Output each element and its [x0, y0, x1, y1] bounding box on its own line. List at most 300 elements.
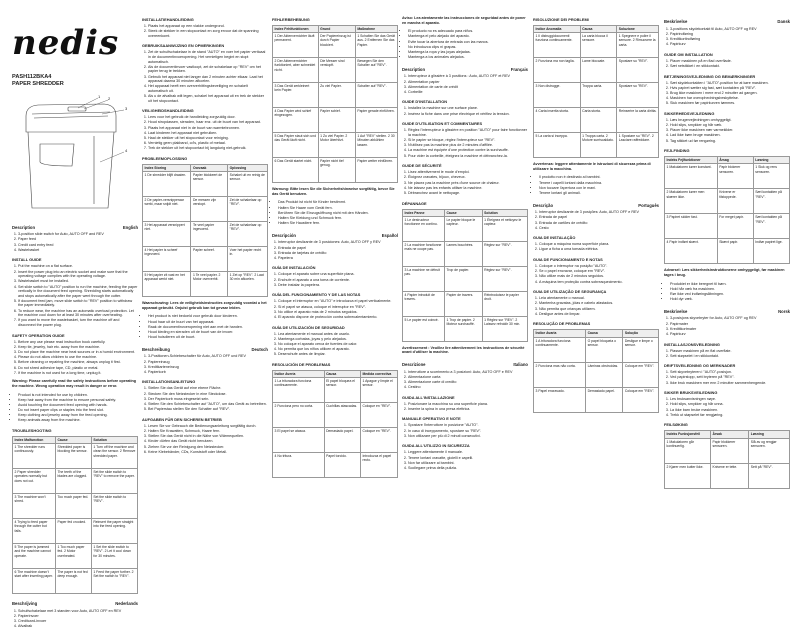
list-item: 5. Before cleaning or repairing the machine, always unplug it first.	[18, 360, 138, 365]
list-item: 1. Lesen Sie vor Gebrauch die Bedienungsanleitung sorgfältig durch.	[148, 424, 268, 429]
table-cell: 4 No tritura.	[273, 453, 325, 478]
table-cell: Te veel papier ingevoerd.	[191, 222, 228, 247]
list-item: 4. El aparato dispone de protección contra sobrecalentamiento.	[278, 315, 398, 320]
table-cell: 2 Funziona ma non taglia.	[534, 58, 581, 83]
table-cell: 5 La carta si inceppa.	[534, 133, 581, 158]
list-item: 2. Als de documentinvoer vastloopt, zet de schakelaar op "REV" om het papier terug te trekken.	[148, 65, 268, 74]
table-row	[534, 58, 659, 83]
column-header: Index Panne	[403, 209, 445, 216]
table-cell: Schakel uit en reinig de sensor.	[228, 172, 268, 197]
list-item: • Keep animals away from the machine.	[18, 418, 138, 423]
warning-text: Avertissement : Veuillez lire attentivement les instructions de sécurité avant d'utiliser la machine.	[402, 345, 525, 355]
table-cell: Bewegen Sie den Schalter auf "REV".	[355, 58, 397, 83]
section-heading: GUIDE D'UTILISATION ET COMMENTAIRES	[402, 121, 483, 127]
column-header: Solução	[623, 330, 659, 337]
table-cell: Skævt papir.	[717, 239, 753, 264]
list-item: 3. Der Papierkorb muss eingesetzt sein.	[148, 397, 268, 402]
table-row	[534, 337, 659, 362]
numbered-list	[402, 74, 528, 94]
list-item: 4. Corbeille	[408, 90, 528, 95]
section-heading: GUIA DE UTILIZAÇÃO DE SEGURANÇA	[533, 289, 607, 295]
column-header: Solution	[482, 209, 527, 216]
table-cell: 1 Schalten Sie das Gerät aus. 2 Entfernen Sie das Papier.	[355, 33, 397, 58]
table-row	[403, 316, 528, 341]
table-cell: Demasiado papel.	[586, 387, 623, 412]
numbered-list	[664, 316, 790, 336]
list-item: 1. Placer maskinen på en flad overflade.	[670, 59, 790, 64]
table-cell: 3 Het apparaat versnippert niet.	[143, 222, 191, 247]
table-cell: 3 Papel encravado.	[534, 387, 586, 412]
table-row	[13, 444, 138, 469]
language-label: Italiano	[513, 361, 528, 367]
table-cell: 3 The machine won't shred.	[13, 494, 56, 519]
numbered-list	[664, 397, 790, 417]
list-item: • Mantenga la ropa y las joyas alejadas.	[408, 50, 528, 55]
language-label: Nederlands	[115, 601, 138, 607]
list-item: 5. Sluk maskinen før papirkurven tømmes.	[670, 101, 790, 106]
list-item: • Houd haar uit de buurt van het apparaat.	[148, 320, 268, 325]
table-cell: 1 The shredder runs continuously.	[13, 444, 56, 469]
table-header-row	[403, 209, 528, 216]
bullet-list	[272, 200, 398, 225]
numbered-list	[142, 50, 268, 103]
column-header: Causa	[586, 330, 623, 337]
list-item: 4. Scollegare prima della pulizia.	[408, 466, 528, 471]
table-row	[665, 438, 790, 463]
list-item: 4. Papelera	[278, 256, 398, 261]
column-header: Causa	[324, 370, 360, 377]
table-row	[143, 247, 268, 272]
list-item: 3. Ikke bruk maskinen mer enn 2 minutter sammenhengende.	[670, 381, 790, 386]
callout-2: 2	[108, 96, 111, 101]
table-cell: The paper is not fed deep enough.	[55, 569, 91, 594]
table-cell: 4 Trying to feed paper through the cutter but fails.	[13, 519, 56, 544]
table-cell: 1 Trop de papier. 2 Moteur surchauffé.	[444, 316, 482, 341]
column-header: Oplossing	[228, 165, 268, 172]
column-header: Solution	[91, 437, 137, 444]
numbered-list	[142, 386, 268, 411]
list-item: • Hold dyr væk.	[670, 297, 790, 302]
list-item: 1. Lea atentamente el manual antes de usarlo.	[278, 332, 398, 337]
table-cell: Coloque en "REV".	[360, 428, 397, 453]
list-item: 1. Zet de schuifschakelaar in de stand "AUTO" en voer het papier verticaal in de documentinvoeropening. Het vernietigen begint en stopt automatisch.	[148, 50, 268, 64]
language-heading	[12, 602, 138, 607]
section-heading: GUIDE DE SÉCURITÉ	[402, 163, 442, 169]
callout-1: 1	[98, 94, 101, 99]
table-cell: Spostare su "REV".	[617, 58, 659, 83]
table-row	[273, 428, 398, 453]
table-cell: 4 Das Papier wird schief eingezogen.	[273, 108, 319, 133]
column-header: Index Fehlfunktionen	[273, 26, 319, 33]
list-item: 4. Maskinen har overophedningsbeskyttelse.	[670, 96, 790, 101]
language-label: Français	[510, 66, 528, 72]
table-row	[534, 83, 659, 108]
column-header: Index Malfunction	[13, 437, 56, 444]
numbered-list	[12, 340, 138, 376]
list-item: 2. Ligue a ficha a uma tomada elétrica.	[539, 247, 659, 252]
table-cell: Die Messer sind verstopft.	[318, 58, 355, 83]
column-header: Índice Avaria	[534, 330, 586, 337]
list-item: 1. Before any use please read instruction book carefully.	[18, 340, 138, 345]
list-item: 5. Débranchez avant le nettoyage.	[408, 191, 528, 196]
list-item: 3. La ikke barn bruke maskinen.	[670, 408, 790, 413]
column-header: Grund	[318, 26, 355, 33]
list-item: 4. Set slide switch to "AUTO" position to run the machine, feeding the paper vertically in the document feed opening. Shredding starts automatically and stops automatically after the paper went through the cutter.	[18, 285, 138, 299]
list-item: 3. No coloque el aparato cerca de fuentes de calor.	[278, 342, 398, 347]
table-cell: Knivene er tilstoppede.	[717, 189, 753, 214]
table-row	[534, 387, 659, 412]
numbered-list	[142, 354, 268, 374]
list-item: 2. Papierinvoer	[18, 614, 138, 619]
table-row	[273, 58, 398, 83]
numbered-list	[402, 170, 528, 195]
column-4	[402, 12, 528, 471]
table-cell: Voer het papier recht in.	[228, 247, 268, 272]
table-header-row	[534, 26, 659, 33]
list-item: 2. Paper feed	[18, 237, 138, 242]
list-item: 2. Halten Sie Krawatten, Schmuck, Haare fern.	[148, 429, 268, 434]
language-label: Português	[638, 202, 659, 208]
column-3	[272, 12, 398, 482]
list-item: 7. If the machine is not used for a long time, unplug it.	[18, 371, 138, 376]
table-cell: Spostare su "REV".	[617, 83, 659, 108]
table-row	[13, 494, 138, 519]
table-cell: 1 A trituradora funciona continuamente.	[534, 337, 586, 362]
list-item: • Keep hair away from the machine to ensure personal safety.	[18, 398, 138, 403]
list-item: • Keep clothing and jewelry away from the feed opening.	[18, 413, 138, 418]
list-item: 4. A máquina tem proteção contra sobreaquecimento.	[539, 280, 659, 285]
warning-text: Advarsel: Læs sikkerhedsinstruktionerne omhyggeligt, før maskinen tages i brug.	[664, 268, 785, 278]
list-item: 2. Houd stropdassen, sieraden, haar enz. uit de buurt van het apparaat.	[148, 120, 268, 125]
list-item: 3. Do not place the machine near heat sources or in a humid environment.	[18, 350, 138, 355]
table-cell: Reinserire la carta diritta.	[617, 108, 659, 133]
list-item: • Non toccare l'apertura con le mani.	[539, 186, 659, 191]
list-item: 1. Leggere attentamente il manuale.	[408, 450, 528, 455]
section-heading: RISOLUZIONE DEI PROBLEMI	[533, 17, 589, 22]
column-header: Causa	[580, 26, 617, 33]
list-item: 7. If you want to move the wastebasket, turn the machine off and disconnect the power plug.	[18, 318, 138, 327]
language-label: English	[122, 224, 138, 230]
troubleshooting-table	[533, 25, 659, 158]
table-cell: 1 Réglez sur "REV". 2 Laissez refroidir 30 min.	[482, 316, 527, 341]
column-content	[142, 17, 268, 454]
list-item: 2. Insérez la fiche dans une prise électrique et vérifiez la tension.	[408, 112, 528, 117]
table-cell: Lame bloccate.	[580, 58, 617, 83]
table-cell: Desligue e limpe o sensor.	[623, 337, 659, 362]
section-heading: MANUALE OPERATIVO E NOTE	[402, 416, 461, 422]
column-header: Índice Avería	[273, 370, 325, 377]
numbered-list	[272, 332, 398, 357]
table-cell: 1 La trituradora funciona continuamente.	[273, 378, 325, 403]
table-cell: Papier blokkeert de sensor.	[191, 172, 228, 197]
table-row	[13, 519, 138, 544]
numbered-list	[402, 450, 528, 470]
bullet-list	[402, 29, 528, 60]
table-row	[534, 33, 659, 58]
table-cell: Paper fed crooked.	[55, 519, 91, 544]
section-heading: GUIDA ALL'UTILIZZO IN SICUREZZA	[402, 443, 470, 449]
column-header: Indeks Funksjonsfeil	[665, 431, 711, 438]
numbered-list	[402, 128, 528, 158]
table-cell: 1 Zu viel Papier. 2 Motor überhitzt.	[318, 133, 355, 158]
troubleshooting-table	[533, 329, 659, 412]
numbered-list	[533, 296, 659, 316]
list-item: 3. Wastebasket must be installed.	[18, 279, 138, 284]
language-heading	[533, 204, 659, 209]
column-header: Soluzione	[617, 26, 659, 33]
list-item: 3. Ne placez pas la machine près d'une source de chaleur.	[408, 181, 528, 186]
list-item: • Houd huisdieren uit de buurt.	[148, 335, 268, 340]
list-item: 2. Inserire la spina in una presa elettrica.	[408, 407, 528, 412]
table-cell: 2 Funciona pero no corta.	[273, 403, 325, 428]
section-title: Description	[402, 66, 426, 72]
column-header: Indice Anomalia	[534, 26, 581, 33]
column-header: Cause	[55, 437, 91, 444]
list-item: 2. Steek de stekker in een stopcontact en zorg ervoor dat de spanning overeenkomt.	[148, 29, 268, 38]
language-label: Español	[381, 232, 398, 238]
list-item: 2. Alimentazione carta	[408, 375, 528, 380]
list-item: 3. Kreditkortindføring	[670, 37, 790, 42]
list-item: 2. Sæt netstikket i en stikkontakt.	[670, 64, 790, 69]
table-row	[273, 453, 398, 478]
table-row	[143, 272, 268, 297]
table-cell: Carta storta.	[580, 108, 617, 133]
list-item: 1. Læs brugervejledningen omhyggeligt.	[670, 118, 790, 123]
table-cell: Introduzca el papel recto.	[360, 453, 397, 478]
section-heading: SIKKERHEDSVEJLEDNING	[664, 110, 715, 116]
list-item: 1. Coloque o interruptor na posição "AUTO".	[539, 264, 659, 269]
list-item: 3. Não utilize mais de 2 minutos seguidos.	[539, 274, 659, 279]
section-heading: GUIA DE INSTALAÇÃO	[533, 235, 576, 241]
list-item: 5. If document feed jam, move slide switch to "REV" position to withdraw the paper immediately.	[18, 299, 138, 308]
table-row	[665, 214, 790, 239]
model-number: PASH112BKA4	[12, 74, 52, 80]
troubleshooting-table	[664, 430, 790, 488]
list-item: • Hold hår væk fra maskinen.	[670, 287, 790, 292]
table-row	[273, 108, 398, 133]
column-header: Løsning	[753, 157, 789, 164]
column-content	[12, 226, 138, 629]
numbered-list	[664, 370, 790, 385]
list-item: 5. Desenchufe antes de limpiar.	[278, 352, 398, 357]
list-item: 1. Lisez attentivement le mode d'emploi.	[408, 170, 528, 175]
numbered-list	[664, 118, 790, 143]
list-item: 2. Entrada de papel	[539, 215, 659, 220]
table-cell: Set the slide switch to "REV".	[91, 494, 137, 519]
table-cell: 1 Sluk og rens sensoren.	[753, 164, 789, 189]
language-label: Norsk	[778, 308, 790, 314]
list-item: 4. No permita que los niños utilicen el aparato.	[278, 347, 398, 352]
list-item: 3. Entrada de tarjetas de crédito	[278, 251, 398, 256]
numbered-list	[272, 272, 398, 287]
table-cell: Coloque em "REV".	[623, 362, 659, 387]
table-row	[273, 33, 398, 58]
troubleshooting-table	[272, 370, 398, 478]
list-item: 1. Posizionare la macchina su una superficie piana.	[408, 402, 528, 407]
column-header: Indeks Fejlfunktioner	[665, 157, 718, 164]
table-row	[273, 133, 398, 158]
list-item: 1. Put the machine on a flat surface.	[18, 264, 138, 269]
list-item: • Rør ikke ved indføringsåbningen.	[670, 292, 790, 297]
table-cell: Lames bouchées.	[444, 241, 482, 266]
section-heading: GUIDA ALL'INSTALLAZIONE	[402, 394, 455, 400]
table-row	[403, 266, 528, 291]
language-heading	[142, 348, 268, 353]
numbered-list	[664, 81, 790, 106]
list-item: 5. Haal de stekker uit het stopcontact voor reiniging.	[148, 136, 268, 141]
list-item: 2. Alimentation papier	[408, 80, 528, 85]
list-item: 1. Leia atentamente o manual.	[539, 296, 659, 301]
column-1	[12, 12, 138, 630]
table-cell: Demasiado papel.	[324, 428, 360, 453]
warning-text: Warnung: Bitte lesen Sie die Sicherheitshinweise sorgfältig, bevor Sie das Gerät benutzen.	[272, 187, 395, 196]
list-item: 1. Installez la machine sur une surface plane.	[408, 106, 528, 111]
table-cell: 1 Apague y limpie el sensor.	[360, 378, 397, 403]
list-item: 6. Keine Klebebänder, CDs, Kunststoff oder Metall.	[148, 450, 268, 455]
list-item: 5. Tag stikket ud før rengøring.	[670, 139, 790, 144]
list-item: 1. Interruttore a scorrimento a 3 posizioni: Auto, AUTO OFF e REV	[408, 370, 528, 375]
list-item: 2. Éloignez cravates, bijoux, cheveux.	[408, 175, 528, 180]
list-item: 4. Desligue antes de limpar.	[539, 312, 659, 317]
numbered-list	[12, 609, 138, 629]
list-item: 1. Plasser maskinen på en flat overflate.	[670, 349, 790, 354]
language-label: Dansk	[777, 19, 790, 24]
table-cell: Sæt kontakten på "REV".	[753, 214, 789, 239]
table-header-row	[13, 437, 138, 444]
table-row	[665, 463, 790, 488]
table-cell: 6 The machine doesn't start after inserting paper.	[13, 569, 56, 594]
list-item: 3. Creditcard-invoer	[18, 619, 138, 624]
section-heading: BETJENINGSVEJLEDNING OG BEMÆRKNINGER	[664, 73, 756, 79]
table-cell: Réglez sur "REV".	[482, 241, 527, 266]
list-item: 2. Hvis papiret sætter sig fast, sæt kontakten på "REV".	[670, 86, 790, 91]
table-cell: For meget papir.	[717, 214, 753, 239]
callout-3: 3	[125, 106, 128, 111]
table-cell: 5 Le papier est coincé.	[403, 316, 445, 341]
section-title: Beschreibung	[142, 346, 170, 352]
list-item: 4. Stellen Sie den Schiebeschalter auf "AUTO", um das Gerät zu betreiben.	[148, 402, 268, 407]
numbered-list	[664, 349, 790, 359]
table-cell: 3 Non distrugge.	[534, 83, 581, 108]
table-cell: 1 Der Aktenvernichter läuft permanent.	[273, 33, 319, 58]
section-heading: SAFETY OPERATION GUIDE	[12, 332, 65, 338]
table-cell: Trop de papier.	[444, 266, 482, 291]
list-item: 1. 3-posisjons skyvebryter for Auto, AUTO OFF og REV	[670, 316, 790, 321]
list-item: 2. Papiereinzug	[148, 360, 268, 365]
section-heading: DRIFTSVEILEDNING OG MERKNADER	[664, 363, 736, 369]
list-item: • Das Produkt ist nicht für Kinder bestimmt.	[278, 200, 398, 205]
numbered-list	[533, 242, 659, 252]
list-item: • Houd kleding en sieraden uit de buurt van de invoer.	[148, 330, 268, 335]
table-cell: Schalter auf "REV".	[355, 83, 397, 108]
table-cell: 1 Makulatoren går kontinuerlig.	[665, 438, 711, 463]
table-cell: De messen zijn verstopt.	[191, 197, 228, 222]
section-heading: DÉPANNAGE	[402, 200, 427, 206]
warning-text: Waarschuwing: Lees de veiligheidsinstructies zorgvuldig voordat u het apparaat gebruikt. Onjuist gebruik kan tot gevaar leiden.	[142, 301, 267, 310]
table-row	[143, 222, 268, 247]
table-cell: 1 Set the slide switch to "REV". 2 Let it cool down for 30 minutes.	[91, 544, 137, 569]
column-2	[142, 12, 268, 455]
table-row	[143, 197, 268, 222]
list-item: • Avoid touching the document feed opening with hands.	[18, 403, 138, 408]
table-cell: 1 Zet op "REV". 2 Laat 30 min afkoelen.	[228, 272, 268, 297]
table-cell: Papier gerade einführen.	[355, 108, 397, 133]
column-header: Medida correctiva	[360, 370, 397, 377]
table-cell: 1 Spegnere e pulire il sensore. 2 Rimuovere la carta.	[617, 33, 659, 58]
numbered-list	[402, 423, 528, 438]
table-row	[403, 291, 528, 316]
list-item: 3. Non utilizzare per più di 2 minuti consecutivi.	[408, 434, 528, 439]
list-item: 4. Ne laissez pas les enfants utiliser la machine.	[408, 186, 528, 191]
section-title: Beskrivelse	[664, 19, 688, 24]
list-item: 3. Gebruik het apparaat niet langer dan 2 minuten achter elkaar. Laat het apparaat daarna 30 minuten afkoelen.	[148, 75, 268, 84]
list-item: • Berühren Sie die Einzugsöffnung nicht mit den Händen.	[278, 211, 398, 216]
list-item: • Product is not intended for use by children.	[18, 393, 138, 398]
column-content	[664, 20, 790, 489]
table-row	[534, 362, 659, 387]
list-item: • Halten Sie Haustiere fern.	[278, 221, 398, 226]
table-cell: Troppa carta.	[580, 83, 617, 108]
column-6	[664, 12, 790, 493]
list-item: 1. Sæt skydekontakten i "AUTO"-position for at køre maskinen.	[670, 81, 790, 86]
list-item: 3. Brug ikke maskinen i mere end 2 minutter ad gangen.	[670, 91, 790, 96]
table-cell: El papel bloquea el sensor.	[324, 378, 360, 403]
list-item: • Produktet er ikke beregnet til børn.	[670, 282, 790, 287]
warning-text: Aviso: Lea atentamente las instrucciones de seguridad antes de poner en marcha el aparato.	[402, 16, 526, 25]
table-row	[534, 108, 659, 133]
language-heading	[664, 20, 790, 25]
table-cell: Papier nicht tief genug.	[318, 158, 355, 183]
table-row	[665, 164, 790, 189]
list-item: 1. Les bruksanvisningen nøye.	[670, 397, 790, 402]
table-header-row	[534, 330, 659, 337]
list-item: 4. Papierkorb	[148, 370, 268, 375]
list-item: • Do not insert paper clips or staples into the feed slot.	[18, 408, 138, 413]
list-item: 3. Alimentation de carte de crédit	[408, 85, 528, 90]
table-cell: Slå av og rengjør sensoren.	[749, 438, 790, 463]
language-heading	[402, 363, 528, 368]
list-item: 2. Mantenha gravatas, jóias e cabelo afastados.	[539, 301, 659, 306]
numbered-list	[12, 232, 138, 252]
list-item: • Il prodotto non è destinato ai bambini.	[539, 175, 659, 180]
table-cell: 3 La machine ne détruit pas.	[403, 266, 445, 291]
list-item: 1. Spostare l'interruttore in posizione "AUTO".	[408, 423, 528, 428]
list-item: 1. Interrupteur à glissière à 3 positions : Auto, AUTO OFF et REV	[408, 74, 528, 79]
numbered-list	[142, 24, 268, 38]
list-item: 5. Ziehen Sie vor der Reinigung den Netzstecker.	[148, 445, 268, 450]
table-cell: 2 Makulatoren kører men skærer ikke.	[665, 189, 718, 214]
table-cell: 2 Funciona mas não corta.	[534, 362, 586, 387]
table-cell: Le papier bloque le capteur.	[444, 216, 482, 241]
bullet-list	[533, 175, 659, 195]
table-cell: Réintroduisez le papier droit.	[482, 291, 527, 316]
table-cell: 2 Kjører men kutter ikke.	[665, 463, 711, 488]
list-item: • No introduzca clips ni grapas.	[408, 45, 528, 50]
list-item: 4. Laat kinderen het apparaat niet gebruiken.	[148, 131, 268, 136]
list-item: 2. Insert the power plug into an electric socket and make sure that the operating voltage complies with the operating voltage.	[18, 270, 138, 279]
column-header: Maßnahme	[355, 26, 397, 33]
list-item: • Evite tocar la abertura de entrada con las manos.	[408, 40, 528, 45]
table-header-row	[665, 431, 790, 438]
numbered-list	[142, 115, 268, 151]
table-cell: 1 Makulatoren kører konstant.	[665, 164, 718, 189]
list-item: 3. N'utilisez pas la machine plus de 2 minutes d'affilée.	[408, 143, 528, 148]
list-item: 2. Tenere lontani cravatte, gioielli e capelli.	[408, 456, 528, 461]
language-heading	[664, 310, 790, 315]
numbered-list	[664, 59, 790, 69]
section-heading: GUIDE OM INSTALLATION	[664, 51, 713, 57]
list-item: 3. Não permita que crianças utilizem.	[539, 307, 659, 312]
